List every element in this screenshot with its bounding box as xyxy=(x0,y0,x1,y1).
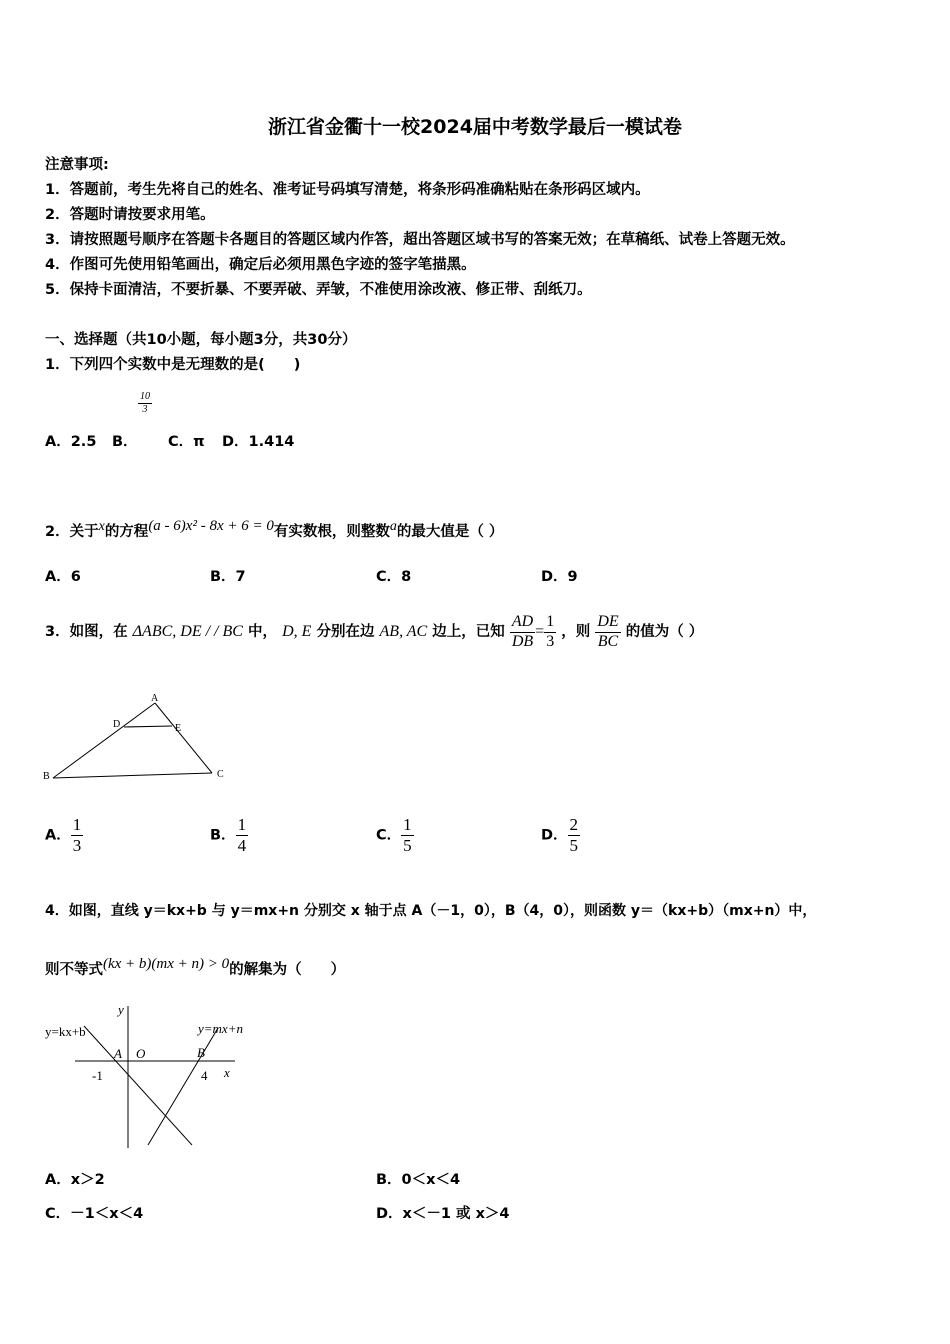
fraction-numerator: 1 xyxy=(237,815,247,834)
q2-text-1: 2．关于 xyxy=(45,523,99,540)
q4-inequality: (kx + b)(mx + n) > 0 xyxy=(103,956,230,972)
q3-ratio-denominator: DB xyxy=(511,632,534,650)
q3-text-2: 中， xyxy=(248,624,277,640)
question-4-option-a: A．x＞2 xyxy=(45,1172,105,1188)
notice-item-2: 2．答题时请按要求用笔。 xyxy=(45,207,215,223)
fraction-denominator: 3 xyxy=(72,835,82,855)
q4-text-2: 的解集为（ ） xyxy=(229,961,346,978)
q3-text-6: 的值为（ ） xyxy=(625,624,704,640)
question-4-option-b: B．0＜x＜4 xyxy=(376,1172,461,1188)
q3-value-fraction xyxy=(544,613,556,651)
q2-equation: (a - 6)x² - 8x + 6 = 0 xyxy=(148,518,274,534)
fraction-denominator: 4 xyxy=(237,835,247,855)
question-1-stem: 1．下列四个实数中是无理数的是( ) xyxy=(45,357,301,373)
section-heading: 一、选择题（共10小题，每小题3分，共30分） xyxy=(45,332,357,348)
option-fraction xyxy=(236,815,249,855)
label-origin: O xyxy=(136,1046,146,1061)
q4-text-1: 则不等式 xyxy=(45,961,103,978)
q3-ask-denominator: BC xyxy=(597,632,619,650)
line-mx-n xyxy=(148,1028,218,1145)
q3-text-1: 3．如图，在 xyxy=(45,624,128,640)
question-3-option-a xyxy=(45,815,83,855)
option-fraction xyxy=(568,815,581,855)
q2-text-2: 的方程 xyxy=(104,523,149,540)
question-4-stem-line-1: 4．如图，直线 y＝kx+b 与 y＝mx+n 分别交 x 轴于点 A（－1，0），B（4，0），则函数 y＝（kx+b）（mx+n）中， xyxy=(45,903,817,919)
fraction-denominator: 3 xyxy=(142,403,148,415)
label-a: A xyxy=(151,693,159,704)
q3-math-sides: AB, AC xyxy=(379,623,428,640)
question-1-fraction xyxy=(138,391,152,415)
fraction-numerator: 1 xyxy=(403,815,412,834)
question-1-option-c: C．π xyxy=(168,434,205,450)
side-bc xyxy=(53,773,212,778)
fraction-denominator: 5 xyxy=(569,835,579,855)
label-line-mx-n: y=mx+n xyxy=(198,1021,243,1036)
fraction-numerator: 2 xyxy=(569,815,579,834)
label-point-a: A xyxy=(114,1046,122,1061)
q3-ask-fraction xyxy=(595,613,620,651)
question-4-stem-line-2 xyxy=(45,946,345,988)
fraction-numerator: 10 xyxy=(140,391,150,402)
question-4-option-d: D．x＜－1 或 x＞4 xyxy=(376,1206,510,1222)
triangle-figure xyxy=(40,690,240,790)
question-4-option-c: C．－1＜x＜4 xyxy=(45,1206,144,1222)
question-3-option-c xyxy=(376,815,414,855)
question-1-option-d: D．1.414 xyxy=(222,434,295,450)
q3-ratio-fraction xyxy=(510,613,535,651)
notice-item-3: 3．请按照题号顺序在答题卡各题目的答题区域内作答，超出答题区域书写的答案无效；在草稿纸、试卷上答题无效。 xyxy=(45,232,795,248)
notice-item-4: 4．作图可先使用铅笔画出，确定后必须用黑色字迹的签字笔描黑。 xyxy=(45,257,476,273)
q3-ratio-numerator: AD xyxy=(510,613,535,632)
q2-text-3: 有实数根，则整数 xyxy=(273,523,390,540)
label-neg-1: -1 xyxy=(92,1068,103,1083)
label-four: 4 xyxy=(201,1068,208,1083)
q3-ask-numerator: DE xyxy=(595,613,620,632)
question-3-option-d xyxy=(541,815,580,855)
question-2-option-c: C．8 xyxy=(376,569,412,585)
label-e: E xyxy=(175,723,182,734)
label-d: D xyxy=(113,719,121,730)
option-fraction xyxy=(401,815,414,855)
option-label: D． xyxy=(541,827,568,844)
question-3-option-b xyxy=(210,815,248,855)
fraction-numerator: 1 xyxy=(72,815,82,834)
q2-text-4: 的最大值是（ ） xyxy=(396,523,504,540)
page-title: 浙江省金衢十一校2024届中考数学最后一模试卷 xyxy=(268,116,682,138)
notice-item-1: 1．答题前，考生先将自己的姓名、准考证号码填写清楚，将条形码准确粘贴在条形码区域内。 xyxy=(45,182,650,198)
q3-math-triangle: ΔABC, DE / / BC xyxy=(132,623,243,640)
notice-heading: 注意事项: xyxy=(45,157,109,173)
q2-var-a: a xyxy=(389,519,397,534)
option-fraction xyxy=(71,815,84,855)
label-x-axis: x xyxy=(224,1065,230,1080)
line-kx-b xyxy=(84,1026,192,1145)
label-point-b: B xyxy=(197,1045,205,1060)
q3-value-numerator: 1 xyxy=(544,613,556,632)
option-label: C． xyxy=(376,827,402,844)
q3-equals: = xyxy=(535,623,545,640)
q3-text-5: ，则 xyxy=(561,624,591,640)
question-2-stem xyxy=(45,508,503,550)
question-2-option-b: B．7 xyxy=(210,569,246,585)
function-graph-figure xyxy=(40,998,280,1158)
q2-var-x: x xyxy=(98,519,105,534)
label-b: B xyxy=(43,771,50,782)
label-line-kx-b: y=kx+b xyxy=(45,1024,86,1039)
side-ab xyxy=(53,703,155,778)
q3-math-de: D, E xyxy=(282,623,312,640)
question-3-stem xyxy=(45,600,703,664)
question-1-option-a: A．2.5 xyxy=(45,434,97,450)
q3-value-denominator: 3 xyxy=(546,632,555,650)
option-label: A． xyxy=(45,827,71,844)
label-c: C xyxy=(217,769,224,780)
label-y-axis: y xyxy=(118,1002,124,1017)
segment-de xyxy=(124,726,172,727)
notice-item-5: 5．保持卡面清洁，不要折暴、不要弄破、弄皱，不准使用涂改液、修正带、刮纸刀。 xyxy=(45,282,592,298)
question-1-option-b: B． xyxy=(112,434,138,450)
question-2-option-d: D．9 xyxy=(541,569,578,585)
side-ac xyxy=(155,703,212,773)
q3-text-4: 边上，已知 xyxy=(432,624,505,640)
q3-text-3: 分别在边 xyxy=(316,624,375,640)
question-2-option-a: A．6 xyxy=(45,569,81,585)
fraction-denominator: 5 xyxy=(403,835,412,855)
option-label: B． xyxy=(210,827,236,844)
